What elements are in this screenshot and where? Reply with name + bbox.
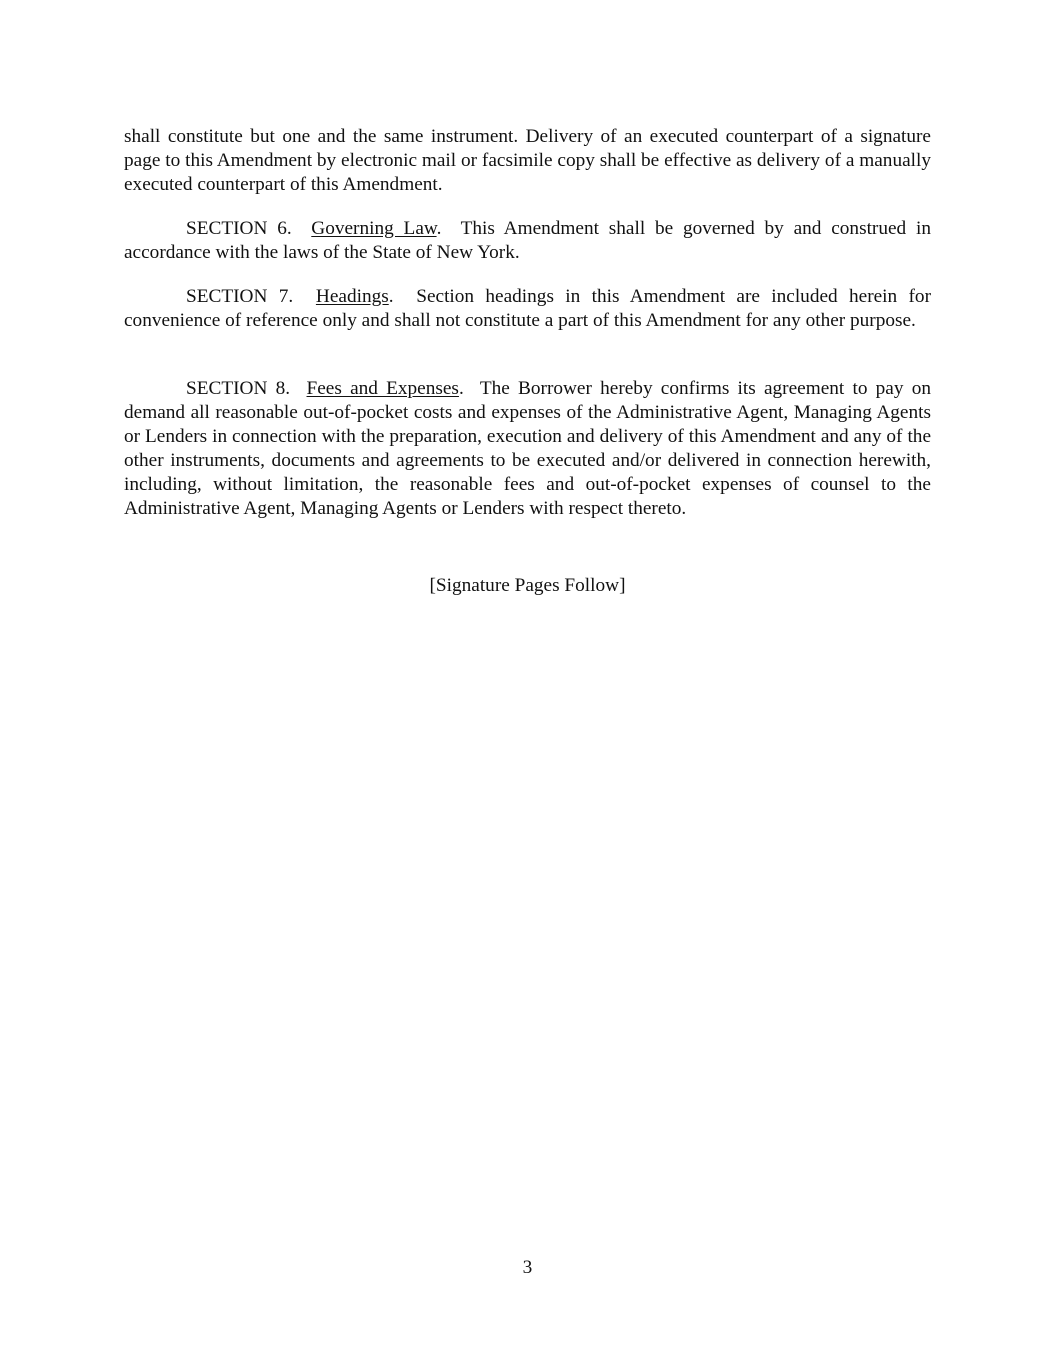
section-7-number: SECTION 7. <box>186 286 294 307</box>
section-7-text: Section headings in this Amendment are included herein for convenience of reference only and shall not constitute a part of this Amendment for any other purpose. <box>124 286 931 331</box>
continuation-paragraph <box>124 125 931 197</box>
signature-pages-note: [Signature Pages Follow] <box>429 575 626 596</box>
section-6-number: SECTION 6. <box>186 218 292 239</box>
section-8-paragraph: SECTION 8. Fees and Expenses. The Borrower hereby confirms its agreement to pay on demand all reasonable out-of-pocket costs and expenses of the Administrative Agent, Managing Agents or Lenders in connection with the preparation, execution and delivery of this Amendment and any of the other instruments, documents and agreements to be executed and/or delivered in connection herewith, including, without limitation, the reasonable fees and out-of-pocket expenses of counsel to the Administrative Agent, Managing Agents or Lenders with respect thereto. <box>124 378 931 519</box>
section-8-number: SECTION 8. <box>186 378 291 399</box>
section-6-heading: Governing Law <box>311 218 437 239</box>
section-6-text: This Amendment shall be governed by and construed in accordance with the laws of the State of New York. <box>124 218 931 263</box>
continuation-text: shall constitute but one and the same instrument. Delivery of an executed counterpart of a signature page to this Amendment by electronic mail or facsimile copy shall be effective as delivery of a manually executed counterpart of this Amendment. <box>124 126 931 195</box>
section-6-paragraph: SECTION 6. Governing Law. This Amendment shall be governed by and construed in accordance with the laws of the State of New York. <box>124 218 931 263</box>
section-7-paragraph: SECTION 7. Headings. Section headings in this Amendment are included herein for convenience of reference only and shall not constitute a part of this Amendment for any other purpose. <box>124 286 931 331</box>
section-8-heading: Fees and Expenses <box>306 378 459 399</box>
section-8-text: The Borrower hereby confirms its agreement to pay on demand all reasonable out-of-pocket costs and expenses of the Administrative Agent, Managing Agents or Lenders in connection with the preparation, execution and delivery of this Amendment and any of the other instruments, documents and agreements to be executed and/or delivered in connection herewith, including, without limitation, the reasonable fees and out-of-pocket expenses of counsel to the Administrative Agent, Managing Agents or Lenders with respect thereto. <box>124 378 931 519</box>
section-7-heading: Headings <box>315 286 389 307</box>
page-number: 3 <box>522 1257 533 1278</box>
